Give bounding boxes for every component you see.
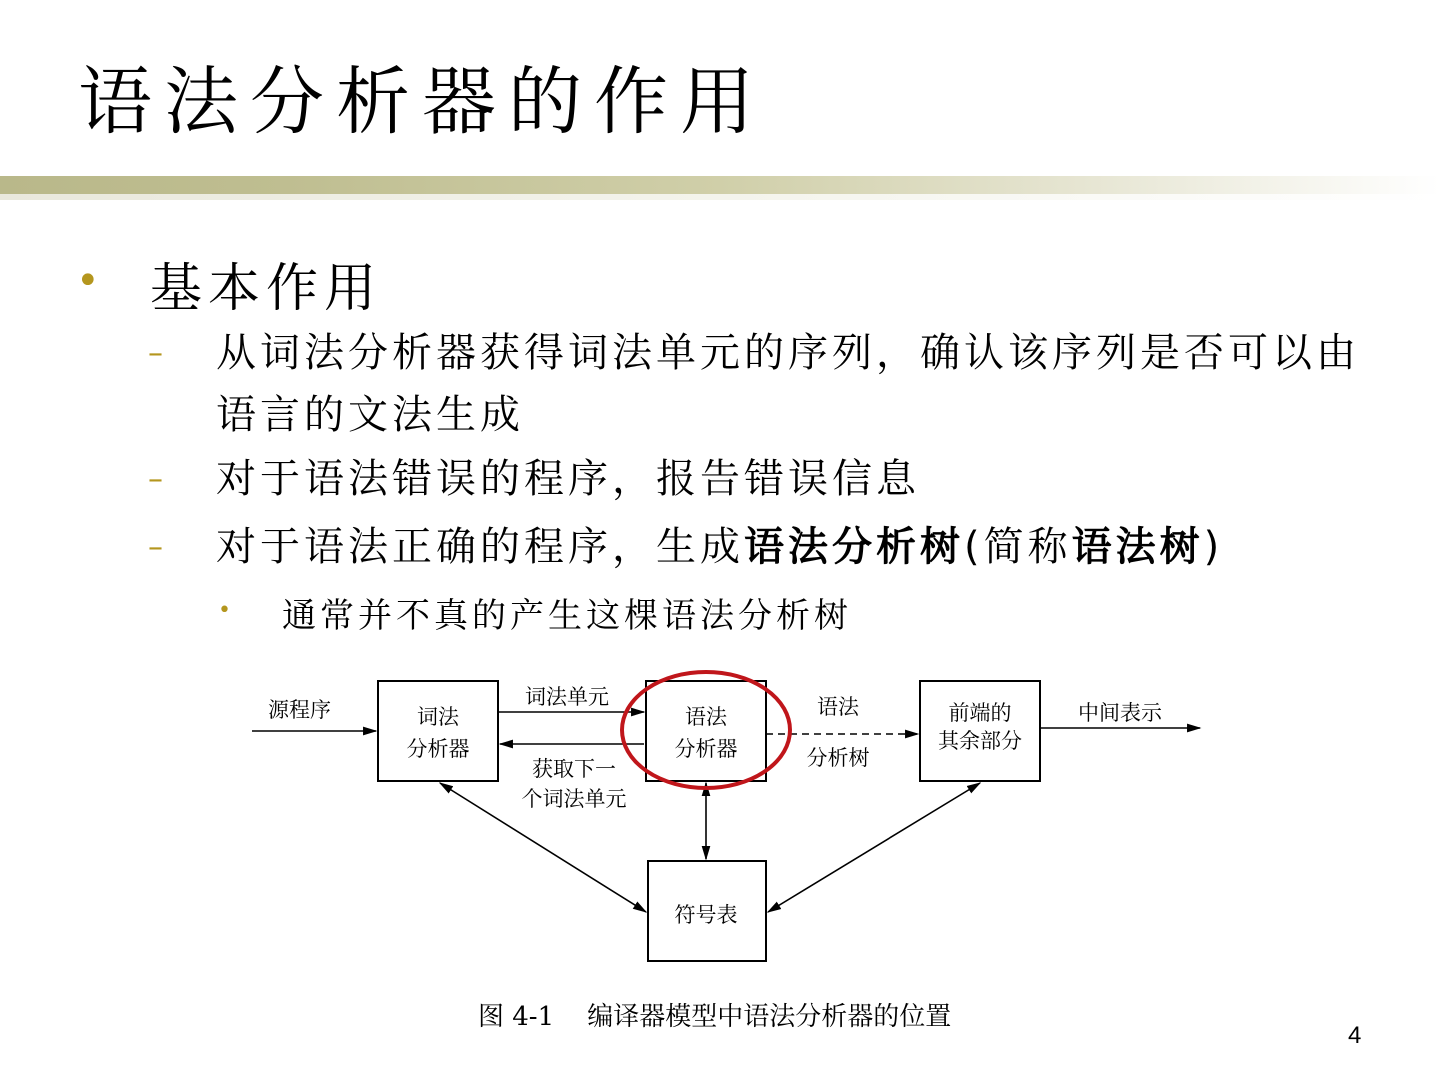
symbol-table-label: 符号表 [674, 903, 738, 927]
sub-sub-bullet-1: 通常并不真的产生这棵语法分析树 [282, 596, 852, 636]
tree-label-1: 语法 [817, 695, 859, 719]
frontend-label-2: 其余部分 [938, 729, 1022, 753]
bullet-basic-role: 基本作用 [150, 259, 383, 319]
bullet-icon: • [76, 258, 100, 304]
token-label: 词法单元 [525, 685, 609, 709]
ir-label: 中间表示 [1078, 701, 1162, 725]
dash-icon: – [148, 530, 163, 565]
sub-bullet-1: 从词法分析器获得词法单元的序列，确认该序列是否可以由语言的文法生成 [216, 330, 1360, 438]
frontend-label-1: 前端的 [948, 701, 1012, 725]
parser-box [646, 681, 766, 781]
figure-caption: 图 4-1 编译器模型中语法分析器的位置 [478, 1002, 952, 1032]
source-label: 源程序 [268, 698, 331, 722]
lexer-label-1: 词法 [417, 705, 459, 729]
frontend-symtab-arrow [768, 783, 980, 912]
slide-title: 语法分析器的作用 [78, 59, 766, 145]
sub-bullet-3-prefix: 对于语法正确的程序，生成 [216, 524, 744, 570]
dash-icon: – [148, 462, 163, 497]
page-number: 4 [1348, 1022, 1362, 1049]
lexer-label-2: 分析器 [406, 737, 470, 761]
next-token-label-2: 个词法单元 [521, 787, 627, 811]
lexer-box [378, 681, 498, 781]
dash-icon: – [148, 336, 163, 371]
sub-bullet-3-mid: (简称 [964, 524, 1072, 570]
parser-highlight-circle [622, 672, 790, 788]
sub-bullet-3-suffix: ) [1203, 524, 1224, 570]
parser-label-1: 语法 [685, 705, 727, 729]
term-syntax-tree: 语法树 [1071, 524, 1204, 570]
small-bullet-icon: • [218, 598, 231, 623]
parser-label-2: 分析器 [674, 737, 738, 761]
tree-label-2: 分析树 [806, 746, 870, 770]
next-token-label-1: 获取下一 [532, 757, 616, 781]
term-parse-tree: 语法分析树 [744, 524, 964, 570]
sub-bullet-2: 对于语法错误的程序，报告错误信息 [216, 456, 920, 502]
